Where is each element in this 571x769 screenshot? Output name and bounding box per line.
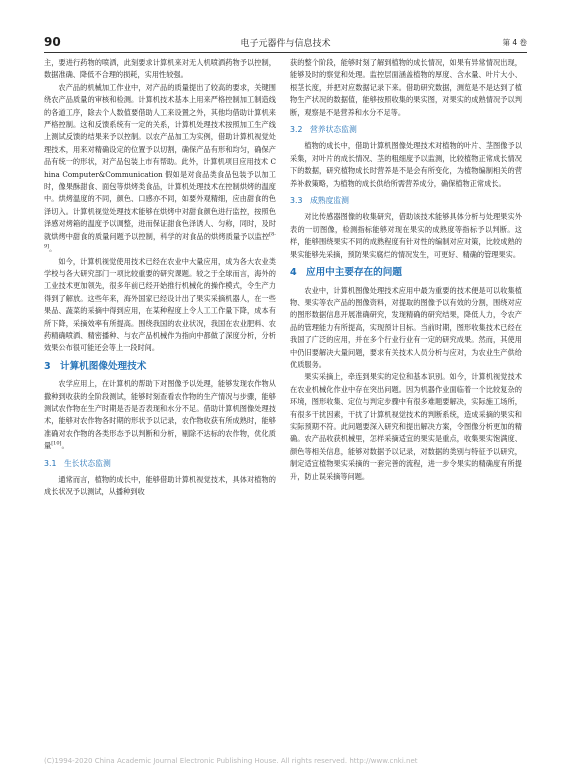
section-heading-4: 4 应用中主要存在的问题 <box>290 267 402 279</box>
page-number: 90 <box>44 35 61 49</box>
paragraph: 主，要进行药物的喷洒，此刻要求计算机来对无人机喷洒药物予以控制，数据准确、降低不合理的损耗，实用性较强。 <box>44 58 276 80</box>
volume-label: 第 4 卷 <box>502 38 527 47</box>
paragraph: 获的整个阶段，能够时刻了解到植物的成长情况，如果有异常情况出现，能够及时的察觉和处理。监控层面涵盖植物的厚度、含水量、叶片大小、根茎长度，并把对应数据记录下来。借助研究数据，测览是不是达到了植物生产状况的数据值，能够按照收集的果实图，对果实的成熟情况予以判断，观察是不是营养和水分不足等。 <box>290 58 522 117</box>
paragraph: 如今，计算机视觉使用技术已经在农业中大量应用，成为各大农业类学校与各大研究部门一项比较重要的研究课题。较之于全球而言，海外的工业技术更加领先，很多年前已经开始推行机械化的操作模式，令生产力得到了解放。这些年来，海外国家已经设计出了果实采摘机器人，在一些果品、蔬菜的采摘中得到应用，在某种程度上令人工工作量下降，成本有所下降，采摘效率有所提高。围绕我国的农业状况，我国在农业肥料、农药精确喷洒、精密播种、与农产品机械作为指向中都做了深度分析，分析效果公布很可能还会等上一段时间。 <box>44 256 276 353</box>
left-column <box>44 57 276 499</box>
subsection-heading-3-3: 3.3 成熟度监测 <box>290 196 349 206</box>
running-header <box>44 34 527 53</box>
paragraph: 通常而言，植物的成长中，能够借助计算机视觉技术，具体对植物的成长状况予以测试，从播种到收 <box>44 475 276 497</box>
section-heading-3: 3 计算机图像处理技术 <box>44 360 147 372</box>
paragraph: 农产品的机械加工作业中，对产品的质量提出了较高的要求，关键围绕农产品质量的审核和检测。计算机技术基本上用来严格控制加工制造线的各道工序，除去个人数值要借助人工来设置之外，其他均借助计算机来严格控制。这和反馈系统有一定的关系，计算机处理技术按照加工生产线上测试反馈的结果来予以控制。以农产品加工为实例，借助计算机视觉处理技术，用来对精确设定的位置予以切割，确保产品有形和均匀，确保产品有统一的形状，对产品包装上市有帮助。此外，计算机项目应用技术 China Computer&Communication 假如是对食品类食品包装予以加工时，像果酥甜食、面包等烘烤类食品，计算机处理技术在控制烘烤的温度中。烘烤温度的不同，颜色、口感亦不同，如要外观精细，应由甜食的色泽切入。计算机视觉处理技术能够在烘烤中对甜食颜色进行监控，按照色泽感对烤箱的温度予以调整，进而保证甜食色泽诱人、匀称，同时，及时就烘烤中甜食的质量问题予以控制，科学的对食品的烘烤质量予以监控[8-9]。 <box>44 82 276 254</box>
subsection-heading-3-1: 3.1 生长状态监测 <box>44 458 111 468</box>
paragraph: 植物的成长中，借助计算机图像处理技术对植物的叶片、茎图像予以采集，对叶片的成长情况、茎的粗细度予以监测，比较植物正常成长情况下的数据，研究植物成长时营养是不是会有所变化，为植物编制相关的营养补救策略，为植物的成长供给所需营养成分，确保植物正常成长。 <box>290 141 522 188</box>
copyright-footer: (C)1994-2020 China Academic Journal Electronic Publishing House. All rights reserved. http://www.cnki.net <box>44 757 418 765</box>
paragraph: 农学应用上，在计算机的帮助下对图像予以处理，能够发现农作物从撒种到收获的全阶段测试，能够时刻查看农作物的生产情况与步骤，能够测试农作物在生产时期是否是否表现和水分不足。借助计算机图像处理技术，能够对农作物各时期的形状予以记录，农作物收获有所成熟时，能够准确对农作物的各类形态予以判断和分析，剔除不达标的农作物，优化质量[10]。 <box>44 379 276 451</box>
paragraph: 农业中，计算机图像处理技术应用中最为重要的技术便是可以收集植物、果实等农产品的图像资料，对提取的图像予以有效的分割，围绕对应的图形数据信息开展准确研究，发现精确的研究结果，降低人力，令农产品的管理能力有所提高，实现预计目标。当前时期，图形收集技术已经在我国了广泛的应用，并在多个行业行业有一定的研究成果。然而，其使用中仍旧要解决大量问题，要求有关技术人员分析与应对，为农业生产供给优质服务。 <box>290 285 522 369</box>
subsection-heading-3-2: 3.2 营养状态监测 <box>290 125 357 135</box>
citation: [10] <box>51 440 62 447</box>
paragraph: 对比传感器图像的收集研究，借助该技术能够具体分析与处理果实外表的一切图像，检测指标能够对现在果实的成熟度等指标予以判断。这样，能够围绕果实不同的成熟程度有针对性的编制对应对策，比较成熟的果实能够先采摘，预防果实腐烂的情况发生，可更好、精确的管理果实。 <box>290 212 522 259</box>
right-column <box>290 57 522 483</box>
paragraph: 果实采摘上，牵连到果实的定位和基本识别。如今，计算机视觉技术在农业机械化作业中存在突出问题。因为机器作业面临着一个比较复杂的环境，图形收集、定位与判定步骤中有很多难题要解决，实际施工场所，有很多干扰因素，干扰了计算机视觉技术的判断系统，造成采摘的果实和实际预期不符。此问题要深入研究和提出解决方案，令图像分析更加的精确。农产品收获机械里，怎样采摘适宜的果实是重点，收集果实饱满度、颜色等相关信息，能够对数据予以记录，对数据的类别与特征予以研究，制定适宜植物果实采摘的一套完善的流程，进一步令果实的精确度有所提升，防止误采摘等问题。 <box>290 372 522 481</box>
citation: [8-9] <box>44 231 276 250</box>
journal-title: 电子元器件与信息技术 <box>240 39 331 49</box>
